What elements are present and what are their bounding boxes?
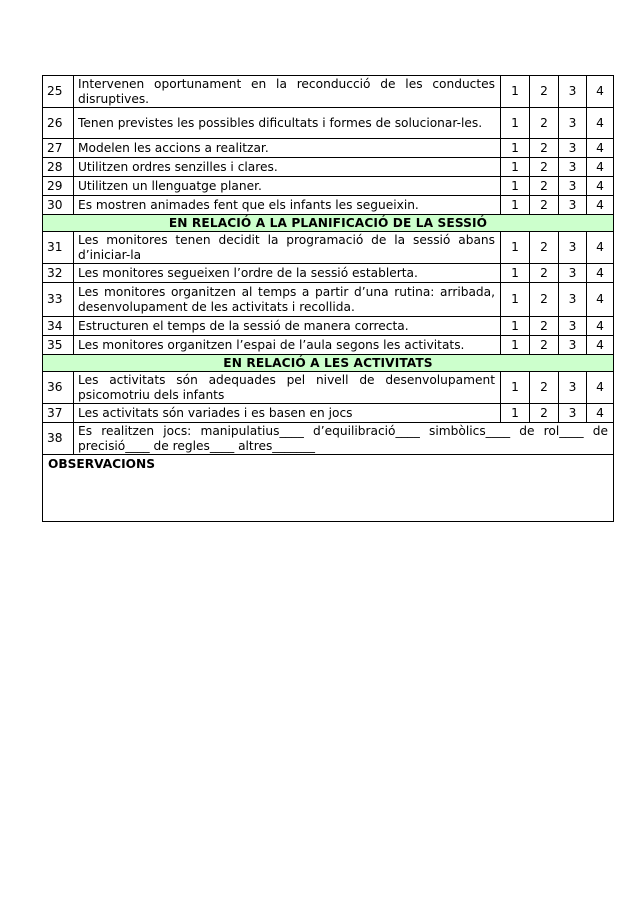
item-text: Utilitzen ordres senzilles i clares. — [74, 158, 501, 177]
table-row — [43, 196, 614, 215]
score-4[interactable]: 4 — [587, 76, 614, 108]
table-row — [43, 372, 614, 404]
score-3[interactable]: 3 — [559, 317, 587, 336]
score-1[interactable]: 1 — [501, 404, 530, 423]
score-2[interactable]: 2 — [530, 232, 559, 264]
score-2[interactable]: 2 — [530, 196, 559, 215]
item-number: 28 — [43, 158, 74, 177]
score-1[interactable]: 1 — [501, 336, 530, 355]
item-number: 25 — [43, 76, 74, 108]
section-header-row — [43, 355, 614, 372]
item-number: 35 — [43, 336, 74, 355]
table-row — [43, 177, 614, 196]
score-4[interactable]: 4 — [587, 264, 614, 283]
item-text: Les monitores tenen decidit la programació de la sessió abans d’iniciar-la — [74, 232, 501, 264]
score-3[interactable]: 3 — [559, 158, 587, 177]
score-1[interactable]: 1 — [501, 372, 530, 404]
table-row — [43, 336, 614, 355]
item-text: Intervenen oportunament en la reconducció de les conductes disruptives. — [74, 76, 501, 108]
item-text: Les monitores organitzen al temps a partir d’una rutina: arribada, desenvolupament de les activitats i recollida. — [74, 283, 501, 317]
table-row — [43, 158, 614, 177]
table-row — [43, 404, 614, 423]
score-3[interactable]: 3 — [559, 232, 587, 264]
score-2[interactable]: 2 — [530, 372, 559, 404]
score-2[interactable]: 2 — [530, 404, 559, 423]
section-title-activitats: EN RELACIÓ A LES ACTIVITATS — [43, 355, 614, 372]
table-row — [43, 76, 614, 108]
score-2[interactable]: 2 — [530, 177, 559, 196]
item-number: 38 — [43, 423, 74, 455]
score-3[interactable]: 3 — [559, 76, 587, 108]
score-2[interactable]: 2 — [530, 108, 559, 139]
item-number: 31 — [43, 232, 74, 264]
item-number: 36 — [43, 372, 74, 404]
table-row — [43, 108, 614, 139]
score-3[interactable]: 3 — [559, 283, 587, 317]
score-4[interactable]: 4 — [587, 283, 614, 317]
score-1[interactable]: 1 — [501, 158, 530, 177]
score-1[interactable]: 1 — [501, 139, 530, 158]
score-1[interactable]: 1 — [501, 108, 530, 139]
item-number: 37 — [43, 404, 74, 423]
score-4[interactable]: 4 — [587, 232, 614, 264]
score-3[interactable]: 3 — [559, 372, 587, 404]
observations-box[interactable] — [43, 455, 614, 522]
score-1[interactable]: 1 — [501, 283, 530, 317]
item-text: Utilitzen un llenguatge planer. — [74, 177, 501, 196]
item-text: Les monitores organitzen l’espai de l’aula segons les activitats. — [74, 336, 501, 355]
score-2[interactable]: 2 — [530, 317, 559, 336]
item-text: Estructuren el temps de la sessió de manera correcta. — [74, 317, 501, 336]
score-3[interactable]: 3 — [559, 404, 587, 423]
observations-row — [43, 455, 614, 522]
score-3[interactable]: 3 — [559, 139, 587, 158]
item-number: 34 — [43, 317, 74, 336]
evaluation-sheet — [42, 75, 613, 522]
item-text: Les activitats són adequades pel nivell de desenvolupament psicomotriu dels infants — [74, 372, 501, 404]
score-2[interactable]: 2 — [530, 139, 559, 158]
score-4[interactable]: 4 — [587, 196, 614, 215]
table-row — [43, 423, 614, 455]
score-3[interactable]: 3 — [559, 336, 587, 355]
score-4[interactable]: 4 — [587, 139, 614, 158]
table-row — [43, 317, 614, 336]
score-4[interactable]: 4 — [587, 158, 614, 177]
score-1[interactable]: 1 — [501, 196, 530, 215]
evaluation-table — [42, 75, 614, 522]
item-text: Tenen previstes les possibles dificultats i formes de solucionar-les. — [74, 108, 501, 139]
score-1[interactable]: 1 — [501, 76, 530, 108]
score-4[interactable]: 4 — [587, 404, 614, 423]
table-row — [43, 283, 614, 317]
score-3[interactable]: 3 — [559, 264, 587, 283]
score-2[interactable]: 2 — [530, 336, 559, 355]
score-1[interactable]: 1 — [501, 317, 530, 336]
score-3[interactable]: 3 — [559, 177, 587, 196]
table-row — [43, 232, 614, 264]
item-number: 30 — [43, 196, 74, 215]
score-4[interactable]: 4 — [587, 108, 614, 139]
score-1[interactable]: 1 — [501, 264, 530, 283]
item-text: Les monitores segueixen l’ordre de la sessió establerta. — [74, 264, 501, 283]
score-4[interactable]: 4 — [587, 317, 614, 336]
item-text-game-types: Es realitzen jocs: manipulatius____ d’equilibració____ simbòlics____ de rol____ de precisió____ de regles____ altres_______ — [74, 423, 614, 455]
score-1[interactable]: 1 — [501, 177, 530, 196]
score-3[interactable]: 3 — [559, 196, 587, 215]
section-header-row — [43, 215, 614, 232]
item-number: 29 — [43, 177, 74, 196]
item-number: 33 — [43, 283, 74, 317]
table-row — [43, 264, 614, 283]
item-number: 27 — [43, 139, 74, 158]
item-number: 32 — [43, 264, 74, 283]
score-3[interactable]: 3 — [559, 108, 587, 139]
score-1[interactable]: 1 — [501, 232, 530, 264]
score-4[interactable]: 4 — [587, 177, 614, 196]
score-2[interactable]: 2 — [530, 264, 559, 283]
score-2[interactable]: 2 — [530, 283, 559, 317]
score-2[interactable]: 2 — [530, 76, 559, 108]
score-4[interactable]: 4 — [587, 336, 614, 355]
item-text: Es mostren animades fent que els infants les segueixin. — [74, 196, 501, 215]
score-4[interactable]: 4 — [587, 372, 614, 404]
section-title-planificacio: EN RELACIÓ A LA PLANIFICACIÓ DE LA SESSIÓ — [43, 215, 614, 232]
table-row — [43, 139, 614, 158]
item-text: Les activitats són variades i es basen en jocs — [74, 404, 501, 423]
score-2[interactable]: 2 — [530, 158, 559, 177]
item-number: 26 — [43, 108, 74, 139]
observations-label: OBSERVACIONS — [48, 457, 155, 471]
item-text: Modelen les accions a realitzar. — [74, 139, 501, 158]
